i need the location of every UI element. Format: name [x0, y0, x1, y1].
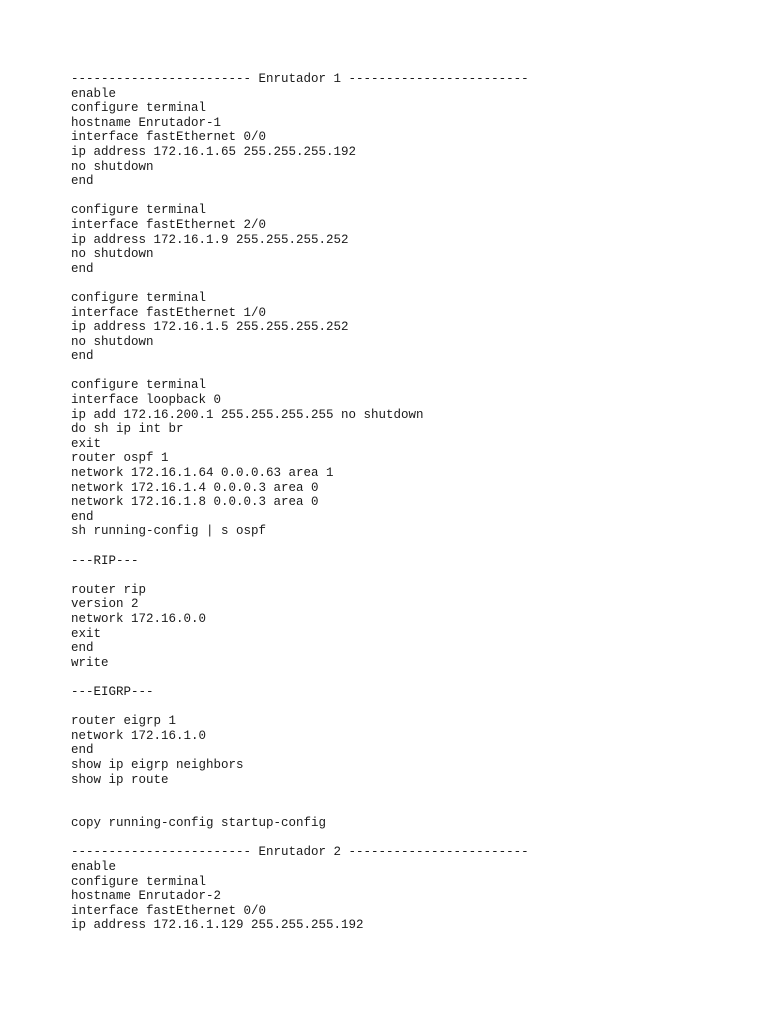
blank-line	[71, 670, 751, 685]
config-line: router eigrp 1	[71, 714, 177, 729]
config-line: network 172.16.1.64 0.0.0.63 area 1	[71, 466, 334, 481]
config-line: interface fastEthernet 0/0	[71, 130, 267, 145]
config-line: ip address 172.16.1.5 255.255.255.252	[71, 320, 349, 335]
blank-line	[71, 364, 751, 379]
config-line: end	[71, 349, 94, 364]
blank-line	[71, 568, 751, 583]
config-line: ---RIP---	[71, 553, 139, 568]
config-line: end	[71, 261, 94, 276]
config-line: version 2	[71, 597, 139, 612]
blank-line	[71, 539, 751, 554]
config-line: copy running-config startup-config	[71, 816, 327, 831]
config-line: do sh ip int br	[71, 422, 184, 437]
config-line: ------------------------ Enrutador 1 ------------------------	[71, 72, 529, 86]
config-line: configure terminal	[71, 378, 207, 393]
config-line: ip address 172.16.1.65 255.255.255.192	[71, 144, 357, 159]
document-page	[71, 72, 751, 933]
config-line: exit	[71, 436, 102, 451]
config-line: ---EIGRP---	[71, 684, 154, 699]
blank-line	[71, 802, 751, 817]
config-line: enable	[71, 86, 117, 101]
config-line: network 172.16.0.0	[71, 611, 207, 626]
config-line: network 172.16.1.4 0.0.0.3 area 0	[71, 480, 319, 495]
config-line: ip add 172.16.200.1 255.255.255.255 no shutdown	[71, 407, 424, 422]
config-line: interface fastEthernet 2/0	[71, 217, 267, 232]
config-line: exit	[71, 626, 102, 641]
config-line: sh running-config | s ospf	[71, 524, 267, 539]
config-line: network 172.16.1.8 0.0.0.3 area 0	[71, 495, 319, 510]
config-line: no shutdown	[71, 247, 154, 262]
config-line: interface fastEthernet 0/0	[71, 903, 267, 918]
config-line: interface loopback 0	[71, 393, 222, 408]
config-line: end	[71, 174, 94, 189]
blank-line	[71, 700, 751, 715]
config-line: ip address 172.16.1.129 255.255.255.192	[71, 918, 364, 933]
config-line: ip address 172.16.1.9 255.255.255.252	[71, 232, 349, 247]
config-line: no shutdown	[71, 159, 154, 174]
config-line: show ip route	[71, 772, 169, 787]
config-line: end	[71, 509, 94, 524]
config-line: hostname Enrutador-2	[71, 889, 222, 904]
config-line: router ospf 1	[71, 451, 169, 466]
config-line: end	[71, 743, 94, 758]
config-line: end	[71, 641, 94, 656]
config-line: hostname Enrutador-1	[71, 115, 222, 130]
config-line: configure terminal	[71, 101, 207, 116]
config-line: no shutdown	[71, 334, 154, 349]
config-line: write	[71, 655, 109, 670]
blank-line	[71, 276, 751, 291]
config-line: ------------------------ Enrutador 2 ------------------------	[71, 845, 529, 860]
config-line: interface fastEthernet 1/0	[71, 305, 267, 320]
config-line: configure terminal	[71, 874, 207, 889]
blank-line	[71, 831, 751, 846]
config-line: router rip	[71, 582, 147, 597]
config-line: network 172.16.1.0	[71, 728, 207, 743]
blank-line	[71, 189, 751, 204]
config-line: configure terminal	[71, 203, 207, 218]
config-line: show ip eigrp neighbors	[71, 757, 244, 772]
blank-line	[71, 787, 751, 802]
config-line: configure terminal	[71, 290, 207, 305]
config-line: enable	[71, 860, 117, 875]
